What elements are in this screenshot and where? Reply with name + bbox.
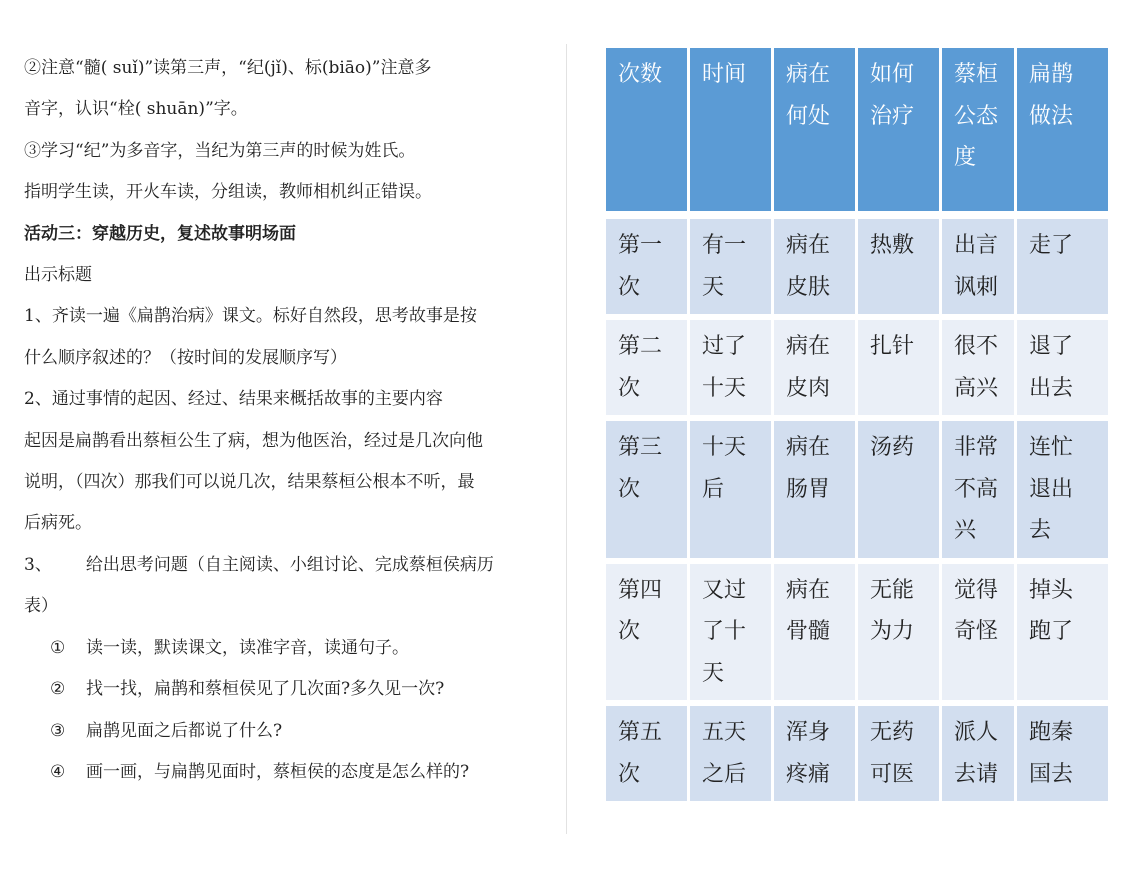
cell-text-line: 高兴 xyxy=(954,375,999,401)
cell-text-line: 病在 xyxy=(786,233,831,258)
cell-text-line: 第二 xyxy=(618,334,663,359)
text-line: 什么顺序叙述的？（按时间的发展顺序写） xyxy=(24,347,347,368)
cell-text-line: 肠胃 xyxy=(786,476,831,502)
cell-text-line: 第三 xyxy=(618,435,663,460)
cell-text-line: 为力 xyxy=(870,619,915,644)
cell-text-line: 疼痛 xyxy=(786,761,831,787)
cell-text-line: 有一 xyxy=(702,233,747,258)
table-cell xyxy=(774,564,858,701)
table-cell xyxy=(942,219,1017,314)
table-row xyxy=(606,421,1108,558)
text-line: 音字，认识“栓( shuān)”字。 xyxy=(24,99,248,120)
cell-text-line: 次 xyxy=(618,476,641,502)
table-cell xyxy=(774,219,858,314)
cell-text-line: 很不 xyxy=(954,334,999,359)
table-cell xyxy=(858,320,942,415)
cell-text-line: 连忙 xyxy=(1029,435,1074,460)
text-line: 出示标题 xyxy=(24,265,92,286)
cell-text-line: 做法 xyxy=(1029,103,1074,129)
question-text: 画一画，与扁鹊见面时，蔡桓侯的态度是怎么样的? xyxy=(86,761,470,782)
illness-record-table xyxy=(606,48,1108,801)
text-line: 起因是扁鹊看出蔡桓公生了病，想为他医治，经过是几次向他 xyxy=(24,430,483,451)
cell-text-line: 又过 xyxy=(702,577,747,603)
table-cell xyxy=(690,219,774,314)
question-intro-number: 3、 xyxy=(24,554,52,575)
table-cell xyxy=(690,421,774,558)
cell-text-line: 病在 xyxy=(786,334,831,359)
table-cell xyxy=(774,320,858,415)
cell-text-line: 扁鹊 xyxy=(1029,62,1074,87)
table-header-cell xyxy=(690,48,774,211)
cell-text-line: 跑了 xyxy=(1029,619,1074,644)
question-text: 找一找，扁鹊和蔡桓侯见了几次面?多久见一次? xyxy=(86,679,445,700)
cell-text-line: 如何 xyxy=(870,62,915,87)
cell-text-line: 次 xyxy=(618,619,641,644)
table-cell xyxy=(606,219,690,314)
cell-text-line: 走了 xyxy=(1029,233,1074,258)
cell-text-line: 病在 xyxy=(786,62,831,87)
table-row xyxy=(606,219,1108,314)
cell-text-line: 无能 xyxy=(870,577,915,603)
text-line: 指明学生读，开火车读，分组读，教师相机纠正错误。 xyxy=(24,182,432,203)
text-line: 说明，（四次）那我们可以说几次，结果蔡桓公根本不听，最 xyxy=(24,472,475,493)
cell-text-line: 讽刺 xyxy=(954,274,999,300)
question-intro-text: 给出思考问题（自主阅读、小组讨论、完成蔡桓侯病历 xyxy=(85,554,494,575)
cell-text-line: 非常 xyxy=(954,435,999,460)
question-marker: ① xyxy=(50,637,66,658)
cell-text-line: 第五 xyxy=(618,720,663,745)
cell-text-line: 浑身 xyxy=(786,720,831,745)
text-line: 1、齐读一遍《扁鹊治病》课文。标好自然段，思考故事是按 xyxy=(24,306,477,327)
cell-text-line: 度 xyxy=(954,145,977,170)
cell-text-line: 觉得 xyxy=(954,577,999,603)
text-line: 后病死。 xyxy=(24,513,92,534)
table-header-cell xyxy=(858,48,942,211)
question-intro xyxy=(24,545,544,586)
table-cell xyxy=(606,320,690,415)
table-cell xyxy=(1017,564,1108,701)
cell-text-line: 汤药 xyxy=(870,435,915,460)
cell-text-line: 治疗 xyxy=(870,103,915,129)
cell-text-line: 次 xyxy=(618,375,641,401)
cell-text-line: 可医 xyxy=(870,761,915,787)
question-item xyxy=(24,752,544,793)
cell-text-line: 时间 xyxy=(702,62,747,87)
table-cell xyxy=(858,706,942,801)
table-cell xyxy=(606,706,690,801)
table-row xyxy=(606,320,1108,415)
table-header-cell xyxy=(942,48,1017,211)
table-header-cell xyxy=(1017,48,1108,211)
cell-text-line: 之后 xyxy=(702,761,747,787)
question-item xyxy=(24,628,544,669)
cell-text-line: 去 xyxy=(1029,518,1052,543)
cell-text-line: 皮肉 xyxy=(786,375,831,401)
cell-text-line: 不高 xyxy=(954,476,999,502)
table-header-cell xyxy=(774,48,858,211)
question-intro-continuation: 表） xyxy=(24,596,58,617)
cell-text-line: 皮肤 xyxy=(786,274,831,300)
table-cell xyxy=(942,320,1017,415)
cell-text-line: 第四 xyxy=(618,577,663,603)
table-cell xyxy=(858,421,942,558)
activity-heading: 活动三：穿越历史，复述故事明场面 xyxy=(24,223,296,244)
cell-text-line: 次 xyxy=(618,274,641,300)
table-cell xyxy=(606,421,690,558)
cell-text-line: 蔡桓 xyxy=(954,62,999,87)
table-cell xyxy=(1017,219,1108,314)
question-text: 读一读，默读课文，读准字音，读通句子。 xyxy=(86,637,409,658)
table-cell xyxy=(606,564,690,701)
question-marker: ② xyxy=(50,679,66,700)
column-divider xyxy=(566,44,567,834)
cell-text-line: 去请 xyxy=(954,761,999,787)
cell-text-line: 天 xyxy=(702,274,725,300)
cell-text-line: 兴 xyxy=(954,518,977,543)
cell-text-line: 退了 xyxy=(1029,334,1074,359)
table-row xyxy=(606,706,1108,801)
table-header-row xyxy=(606,48,1108,211)
cell-text-line: 病在 xyxy=(786,577,831,603)
table-cell xyxy=(1017,706,1108,801)
table-cell xyxy=(942,706,1017,801)
table-cell xyxy=(690,320,774,415)
table-cell xyxy=(690,564,774,701)
cell-text-line: 扎针 xyxy=(870,334,915,359)
text-line: ③学习“纪”为多音字，当纪为第三声的时候为姓氏。 xyxy=(24,140,416,161)
cell-text-line: 无药 xyxy=(870,720,915,745)
lesson-text xyxy=(24,48,544,793)
cell-text-line: 过了 xyxy=(702,334,747,359)
table-cell xyxy=(858,219,942,314)
cell-text-line: 第一 xyxy=(618,233,663,258)
cell-text-line: 公态 xyxy=(954,103,999,129)
question-text: 扁鹊见面之后都说了什么? xyxy=(86,720,283,741)
table-row xyxy=(606,564,1108,701)
cell-text-line: 何处 xyxy=(786,103,831,129)
cell-text-line: 出去 xyxy=(1029,375,1074,401)
table-cell xyxy=(774,706,858,801)
cell-text-line: 后 xyxy=(702,476,725,502)
table-cell xyxy=(690,706,774,801)
cell-text-line: 骨髓 xyxy=(786,619,831,644)
table-header-cell xyxy=(606,48,690,211)
question-item xyxy=(24,669,544,710)
cell-text-line: 十天 xyxy=(702,435,747,460)
question-marker: ③ xyxy=(50,720,66,741)
table-cell xyxy=(1017,421,1108,558)
text-line: 2、通过事情的起因、经过、结果来概括故事的主要内容 xyxy=(24,389,443,410)
table-cell xyxy=(858,564,942,701)
text-line: ②注意“髓( suǐ)”读第三声，“纪(jǐ)、标(biāo)”注意多 xyxy=(24,58,432,78)
table-cell xyxy=(774,421,858,558)
cell-text-line: 了十 xyxy=(702,619,747,644)
cell-text-line: 次 xyxy=(618,761,641,787)
table-cell xyxy=(942,564,1017,701)
table-cell xyxy=(1017,320,1108,415)
cell-text-line: 病在 xyxy=(786,435,831,460)
cell-text-line: 五天 xyxy=(702,720,747,745)
cell-text-line: 奇怪 xyxy=(954,619,999,644)
cell-text-line: 十天 xyxy=(702,375,747,401)
cell-text-line: 热敷 xyxy=(870,233,915,258)
cell-text-line: 次数 xyxy=(618,62,663,87)
cell-text-line: 出言 xyxy=(954,233,999,258)
table-cell xyxy=(942,421,1017,558)
cell-text-line: 掉头 xyxy=(1029,577,1074,603)
cell-text-line: 派人 xyxy=(954,720,999,745)
cell-text-line: 退出 xyxy=(1029,476,1074,502)
cell-text-line: 国去 xyxy=(1029,761,1074,787)
question-item xyxy=(24,711,544,752)
question-marker: ④ xyxy=(50,761,66,782)
cell-text-line: 天 xyxy=(702,660,725,686)
cell-text-line: 跑秦 xyxy=(1029,720,1074,745)
